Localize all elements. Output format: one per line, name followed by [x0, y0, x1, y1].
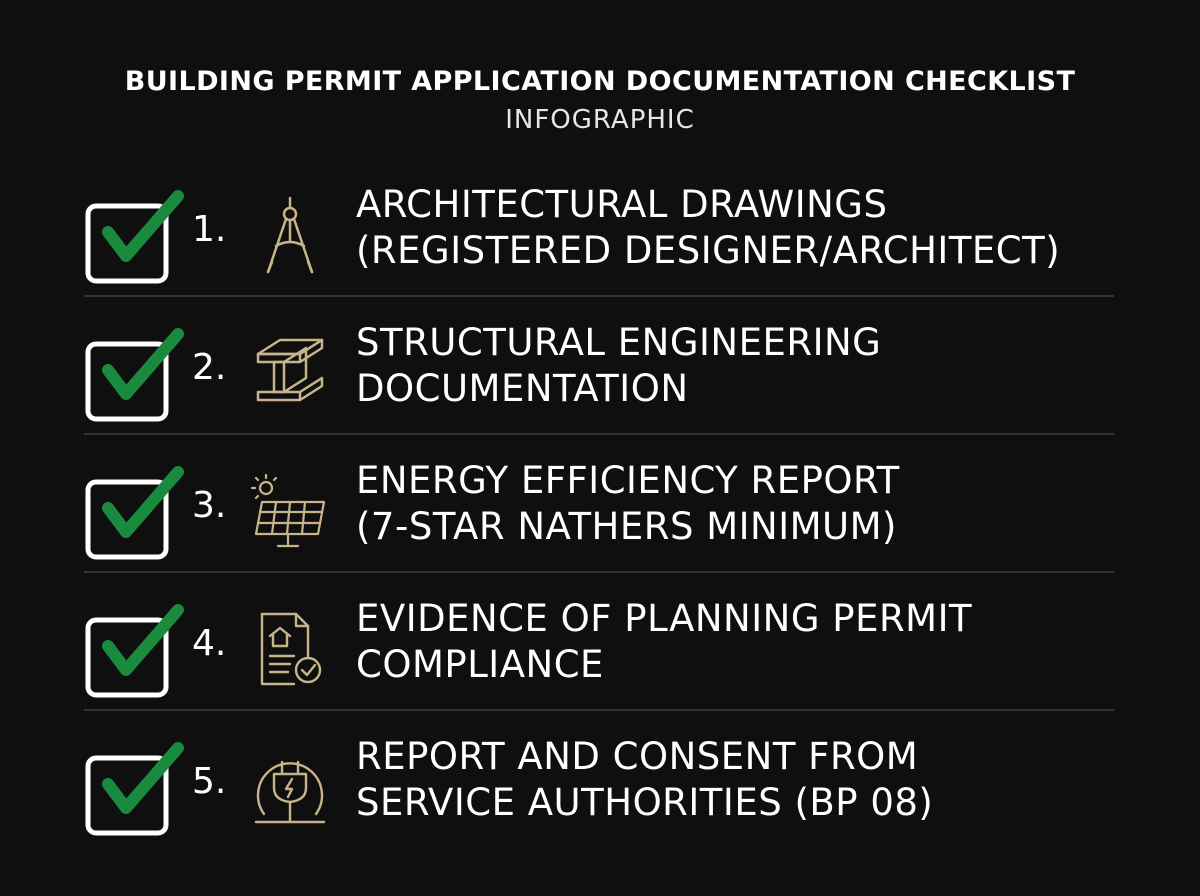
page-title: BUILDING PERMIT APPLICATION DOCUMENTATION CHECKLIST — [124, 66, 1076, 97]
divider — [84, 433, 1114, 435]
divider — [84, 295, 1114, 297]
drafting-compass-icon — [250, 196, 330, 276]
item-label-line-2: DOCUMENTATION — [356, 367, 689, 410]
divider — [84, 571, 1114, 573]
page-subtitle: INFOGRAPHIC — [505, 105, 695, 135]
item-label — [356, 458, 900, 550]
item-label — [356, 182, 1060, 274]
item-label-line-2: (REGISTERED DESIGNER/ARCHITECT) — [356, 229, 1061, 272]
item-label-line-2: COMPLIANCE — [356, 643, 604, 686]
header — [0, 62, 1200, 138]
checkbox-checked-icon[interactable] — [84, 600, 184, 700]
checklist-item-2 — [0, 308, 1200, 446]
item-label-line-2: (7-STAR NATHERS MINIMUM) — [356, 505, 897, 548]
item-label — [356, 734, 933, 826]
item-label-line-1: ENERGY EFFICIENCY REPORT — [356, 459, 900, 502]
item-label — [356, 320, 881, 412]
item-label-line-1: EVIDENCE OF PLANNING PERMIT — [356, 597, 973, 640]
checkbox-checked-icon[interactable] — [84, 738, 184, 838]
item-number: 2. — [192, 347, 227, 388]
divider — [84, 709, 1114, 711]
checkbox-checked-icon[interactable] — [84, 324, 184, 424]
checkbox-checked-icon[interactable] — [84, 462, 184, 562]
item-number: 1. — [192, 209, 227, 250]
item-label-line-1: REPORT AND CONSENT FROM — [356, 735, 919, 778]
item-number: 5. — [192, 761, 227, 802]
checkbox-checked-icon[interactable] — [84, 186, 184, 286]
item-label-line-1: STRUCTURAL ENGINEERING — [356, 321, 882, 364]
steel-beam-icon — [250, 334, 330, 414]
checklist-item-1 — [0, 170, 1200, 308]
item-number: 3. — [192, 485, 227, 526]
checklist-item-5 — [0, 722, 1200, 860]
item-label — [356, 596, 972, 688]
document-check-icon — [250, 610, 330, 690]
item-label-line-2: SERVICE AUTHORITIES (BP 08) — [356, 781, 934, 824]
item-label-line-1: ARCHITECTURAL DRAWINGS — [356, 183, 888, 226]
checklist-item-4 — [0, 584, 1200, 722]
item-number: 4. — [192, 623, 227, 664]
checklist-item-3 — [0, 446, 1200, 584]
electric-plug-icon — [250, 748, 330, 828]
solar-panel-icon — [250, 472, 330, 552]
